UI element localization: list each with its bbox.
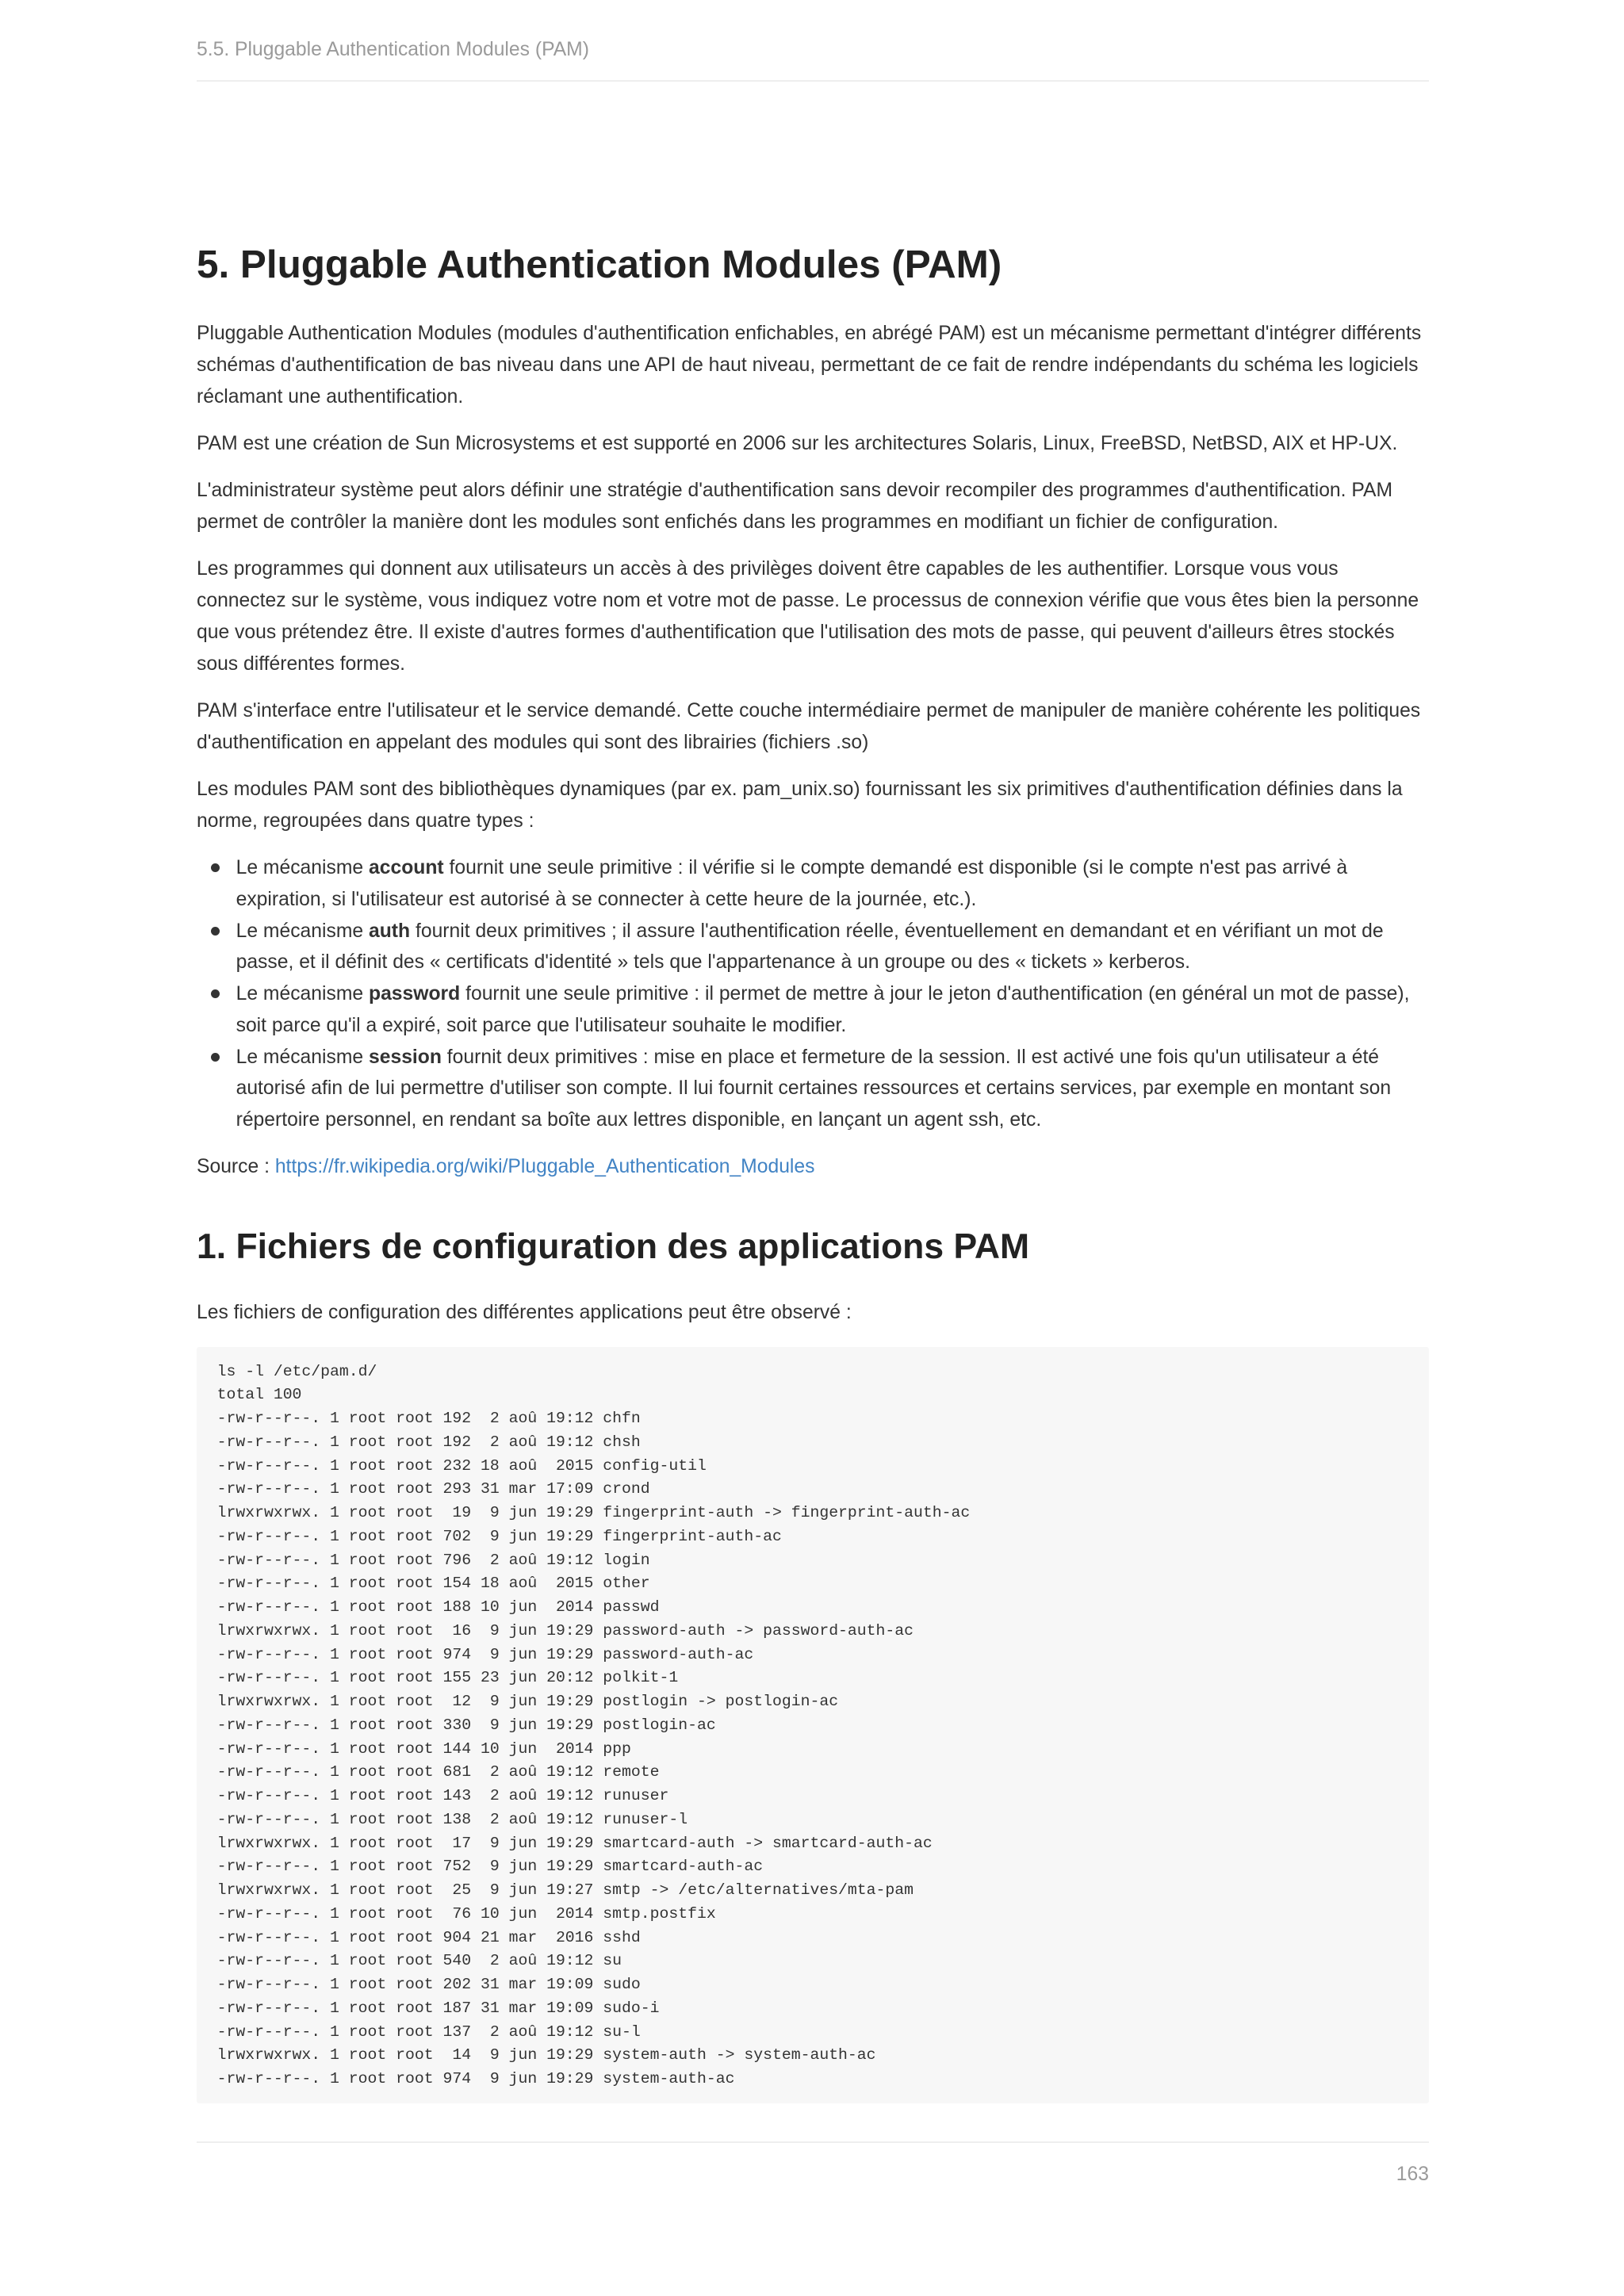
footer-divider: [197, 2141, 1429, 2143]
text-line: passe, et il définit des « certificats d'identité » tels que l'appartenance à un groupe ou des « tickets » kerberos.: [236, 951, 1190, 974]
source-line: [197, 1151, 1429, 1183]
code-line: -rw-r--r--. 1 root root 144 10 jun 2014 ppp: [216, 1739, 631, 1758]
code-line: -rw-r--r--. 1 root root 540 2 aoû 19:12 su: [216, 1952, 622, 1970]
code-line: -rw-r--r--. 1 root root 143 2 aoû 19:12 runuser: [216, 1787, 669, 1805]
mechanism-keyword: session: [369, 1046, 442, 1068]
source-label: Source :: [197, 1156, 275, 1178]
item-text: Le mécanisme: [236, 857, 369, 879]
mechanism-keyword: account: [369, 857, 444, 879]
text-line: que vous prétendez être. Il existe d'autres formes d'authentification que l'utilisation des mots de passe, qui peuvent d'ailleurs êtres stockés: [197, 621, 1395, 643]
text-line: Les modules PAM sont des bibliothèques dynamiques (par ex. pam_unix.so) fournissant les six primitives d'authentification définies dans la: [197, 778, 1403, 800]
code-line: -rw-r--r--. 1 root root 187 31 mar 19:09 sudo-i: [216, 1999, 660, 2017]
code-line: -rw-r--r--. 1 root root 293 31 mar 17:09 crond: [216, 1480, 650, 1498]
code-line: ls -l /etc/pam.d/: [216, 1362, 377, 1380]
text-line: soit parce qu'il a expiré, soit parce que l'utilisateur souhaite le modifier.: [236, 1014, 847, 1036]
item-text: Le mécanisme: [236, 920, 369, 942]
text-line: répertoire personnel, en rendant sa boîte aux lettres disponible, en lançant un agent ssh, etc.: [236, 1109, 1042, 1131]
code-line: -rw-r--r--. 1 root root 192 2 aoû 19:12 chsh: [216, 1433, 641, 1451]
item-text: fournit une seule primitive : il permet de mettre à jour le jeton d'authentification (en général un mot de passe),: [460, 983, 1410, 1005]
text-line: connectez sur le système, vous indiquez votre nom et votre mot de passe. Le processus de connexion vérifie que vous êtes bien la personne: [197, 590, 1419, 612]
code-line: lrwxrwxrwx. 1 root root 25 9 jun 19:27 smtp -> /etc/alternatives/mta-pam: [216, 1881, 914, 1900]
code-line: lrwxrwxrwx. 1 root root 12 9 jun 19:29 postlogin -> postlogin-ac: [216, 1693, 839, 1711]
text-line: réclamant une authentification.: [197, 385, 464, 408]
code-line: -rw-r--r--. 1 root root 202 31 mar 19:09 sudo: [216, 1976, 641, 1994]
text-line: sous différentes formes.: [197, 652, 406, 675]
text-line: expiration, si l'utilisateur est autorisé à se connecter à cette heure de la journée, etc.).: [236, 888, 977, 910]
code-block: [197, 1347, 1429, 2103]
code-line: -rw-r--r--. 1 root root 188 10 jun 2014 passwd: [216, 1598, 660, 1617]
running-header-title: 5.5. Pluggable Authentication Modules (PAM): [197, 39, 589, 60]
text-line: [236, 916, 1429, 947]
code-line: -rw-r--r--. 1 root root 192 2 aoû 19:12 chfn: [216, 1410, 641, 1428]
bullet-icon: [211, 863, 220, 872]
text-line: PAM s'interface entre l'utilisateur et le service demandé. Cette couche intermédiaire permet de manipuler de manière cohérente les politiques: [197, 699, 1421, 721]
code-line: -rw-r--r--. 1 root root 974 9 jun 19:29 system-auth-ac: [216, 2070, 735, 2088]
code-line: -rw-r--r--. 1 root root 76 10 jun 2014 smtp.postfix: [216, 1904, 716, 1923]
text-line: Les fichiers de configuration des différentes applications peut être observé :: [197, 1302, 852, 1324]
item-text: fournit une seule primitive : il vérifie si le compte demandé est disponible (si le compte n'est pas arrivé à: [443, 857, 1348, 879]
code-line: lrwxrwxrwx. 1 root root 14 9 jun 19:29 system-auth -> system-auth-ac: [216, 2046, 876, 2064]
mechanism-item-password: [236, 978, 1429, 1042]
code-line: -rw-r--r--. 1 root root 974 9 jun 19:29 password-auth-ac: [216, 1645, 754, 1663]
code-line: total 100: [216, 1386, 302, 1404]
code-line: -rw-r--r--. 1 root root 796 2 aoû 19:12 login: [216, 1551, 650, 1569]
code-line: -rw-r--r--. 1 root root 138 2 aoû 19:12 runuser-l: [216, 1810, 688, 1828]
mechanism-keyword: auth: [369, 920, 411, 942]
code-line: -rw-r--r--. 1 root root 137 2 aoû 19:12 su-l: [216, 2022, 641, 2041]
bullet-icon: [211, 989, 220, 998]
mechanism-keyword: password: [369, 983, 461, 1005]
code-line: -rw-r--r--. 1 root root 702 9 jun 19:29 fingerprint-auth-ac: [216, 1527, 782, 1545]
mechanism-item-session: [236, 1042, 1429, 1136]
paragraph-modules: [197, 774, 1429, 837]
text-line: L'administrateur système peut alors définir une stratégie d'authentification sans devoir recompiler des programmes d'authentification. PAM: [197, 480, 1393, 502]
code-line: -rw-r--r--. 1 root root 330 9 jun 19:29 postlogin-ac: [216, 1716, 716, 1734]
text-line: norme, regroupées dans quatre types :: [197, 809, 534, 832]
code-line: -rw-r--r--. 1 root root 155 23 jun 20:12 polkit-1: [216, 1669, 679, 1687]
subsection-title: 1. Fichiers de configuration des applications PAM: [197, 1226, 1030, 1266]
code-line: -rw-r--r--. 1 root root 681 2 aoû 19:12 remote: [216, 1763, 660, 1781]
text-line: PAM est une création de Sun Microsystems et est supporté en 2006 sur les architectures Solaris, Linux, FreeBSD, NetBSD, AIX et HP-UX.: [197, 432, 1398, 454]
item-text: fournit deux primitives ; il assure l'authentification réelle, éventuellement en demandant et en vérifiant un mot de: [410, 920, 1384, 942]
header-divider: [197, 80, 1429, 82]
code-line: -rw-r--r--. 1 root root 752 9 jun 19:29 smartcard-auth-ac: [216, 1858, 764, 1876]
text-line: permet de contrôler la manière dont les modules sont enfichés dans les programmes en modifiant un fichier de configuration.: [197, 511, 1279, 533]
mechanism-list: [197, 852, 1429, 1136]
mechanism-item-auth: [236, 916, 1429, 979]
item-text: Le mécanisme: [236, 1046, 369, 1068]
paragraph-definition: [197, 318, 1429, 412]
text-line: [236, 978, 1429, 1010]
running-header: [197, 37, 1429, 63]
mechanism-item-account: [236, 852, 1429, 916]
source-link[interactable]: https://fr.wikipedia.org/wiki/Pluggable_Authentication_Modules: [274, 1156, 815, 1178]
subsection-intro: [197, 1297, 1429, 1329]
code-line: -rw-r--r--. 1 root root 232 18 aoû 2015 config-util: [216, 1456, 707, 1475]
text-line: d'authentification en appelant des modules qui sont des librairies (fichiers .so): [197, 731, 869, 753]
item-text: fournit deux primitives : mise en place et fermeture de la session. Il est activé une fois qu'un utilisateur a été: [441, 1046, 1380, 1068]
text-line: [236, 852, 1429, 884]
paragraph-authentication: [197, 553, 1429, 679]
code-line: -rw-r--r--. 1 root root 154 18 aoû 2015 other: [216, 1575, 650, 1593]
page-number: 163: [1396, 2164, 1429, 2185]
paragraph-history: [197, 428, 1429, 460]
item-text: Le mécanisme: [236, 983, 369, 1005]
code-line: -rw-r--r--. 1 root root 904 21 mar 2016 sshd: [216, 1928, 641, 1946]
text-line: autorisé afin de lui permettre d'utiliser son compte. Il lui fournit certaines ressources et certains services, par exemple en montant son: [236, 1077, 1392, 1100]
code-line: lrwxrwxrwx. 1 root root 16 9 jun 19:29 password-auth -> password-auth-ac: [216, 1621, 914, 1640]
section-title: 5. Pluggable Authentication Modules (PAM): [197, 243, 1002, 286]
text-line: Les programmes qui donnent aux utilisateurs un accès à des privilèges doivent être capables de les authentifier. Lorsque vous vous: [197, 558, 1339, 580]
paragraph-administrator: [197, 475, 1429, 538]
main-content: [197, 241, 1429, 2103]
bullet-icon: [211, 1053, 220, 1062]
text-line: Pluggable Authentication Modules (modules d'authentification enfichables, en abrégé PAM) est un mécanisme permettant d'intégrer différents: [197, 323, 1422, 344]
paragraph-interface: [197, 695, 1429, 759]
code-line: lrwxrwxrwx. 1 root root 19 9 jun 19:29 fingerprint-auth -> fingerprint-auth-ac: [216, 1504, 971, 1522]
text-line: schémas d'authentification de bas niveau dans une API de haut niveau, permettant de ce fait de rendre indépendants du schéma les logiciels: [197, 354, 1419, 376]
bullet-icon: [211, 927, 220, 936]
text-line: [197, 1151, 1429, 1183]
code-line: lrwxrwxrwx. 1 root root 17 9 jun 19:29 smartcard-auth -> smartcard-auth-ac: [216, 1834, 933, 1852]
text-line: [236, 1042, 1429, 1073]
